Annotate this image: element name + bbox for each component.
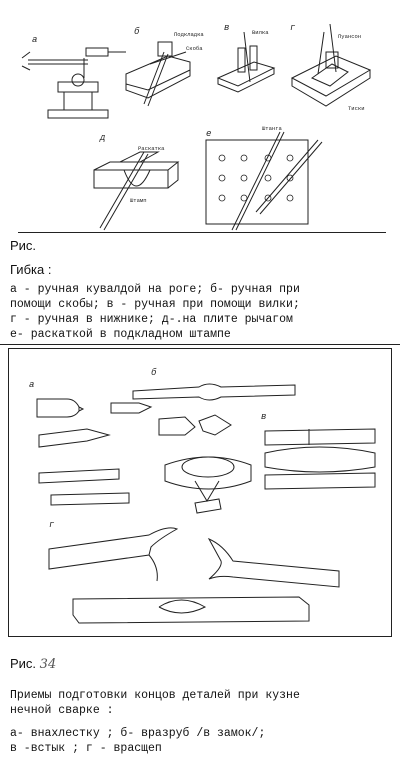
bending-d-rolling-die bbox=[94, 152, 178, 230]
figure1-caption-line2: помощи скобы; в - ручная при помощи вилки; bbox=[10, 298, 300, 311]
figure2-caption-line2: в -встык ; г - врасщеп bbox=[10, 742, 162, 755]
figure2-number: 34 bbox=[39, 657, 57, 672]
welding-label-b: б bbox=[151, 368, 157, 378]
label-raskatka: Раскатка bbox=[138, 145, 165, 152]
bending-label-d: д bbox=[100, 133, 106, 143]
split-joint-bars bbox=[133, 384, 295, 513]
welding-label-g: г bbox=[49, 520, 55, 530]
figure1-ris-label: Рис. bbox=[10, 238, 37, 253]
figure2-ris-label bbox=[10, 656, 56, 672]
welding-drawing bbox=[9, 349, 391, 636]
bending-v-fork bbox=[218, 32, 274, 92]
welding-label-v: в bbox=[261, 412, 267, 422]
bending-figure bbox=[18, 12, 386, 233]
section-divider bbox=[0, 344, 400, 345]
bending-label-g: г bbox=[290, 23, 296, 33]
label-shtanga: Штанга bbox=[262, 125, 282, 132]
figure1-caption-line3: г - ручная в нижнике; д-.на плите рычагом bbox=[10, 313, 293, 326]
label-vilka: Вилка bbox=[252, 29, 269, 36]
bending-b-bracket bbox=[126, 42, 190, 106]
label-puanson: Пуансон bbox=[338, 33, 362, 40]
bending-label-e: е bbox=[206, 129, 212, 139]
lap-joint-bars bbox=[37, 399, 151, 483]
bending-drawing bbox=[18, 12, 386, 232]
figure2-ris-text: Рис. bbox=[10, 656, 37, 671]
figure1-title: Гибка : bbox=[10, 262, 52, 277]
bending-a-anvil bbox=[22, 48, 126, 118]
figure2-title-line1: Приемы подготовки концов деталей при кузне bbox=[10, 689, 300, 702]
bending-e-plate-lever bbox=[206, 132, 322, 230]
butt-joint-bars bbox=[51, 429, 375, 505]
figure2-caption-line1: а- внахлестку ; б- вразруб /в замок/; bbox=[10, 727, 266, 740]
split-strips bbox=[49, 528, 339, 623]
label-skoba: Скоба bbox=[186, 45, 203, 52]
label-tiski: Тиски bbox=[348, 105, 365, 112]
bending-label-b: б bbox=[134, 27, 140, 37]
label-podkladka: Подкладка bbox=[174, 31, 204, 38]
figure2-title-line2: нечной сварке : bbox=[10, 704, 114, 717]
bending-label-a: а bbox=[32, 35, 38, 45]
label-shtamp: Штамп bbox=[130, 197, 147, 204]
welding-figure bbox=[8, 348, 392, 637]
figure1-caption-line1: а - ручная кувалдой на роге; б- ручная при bbox=[10, 283, 300, 296]
bending-label-v: в bbox=[224, 23, 230, 33]
welding-label-a: а bbox=[29, 380, 35, 390]
figure1-caption-line4: е- раскаткой в подкладном штампе bbox=[10, 328, 231, 341]
